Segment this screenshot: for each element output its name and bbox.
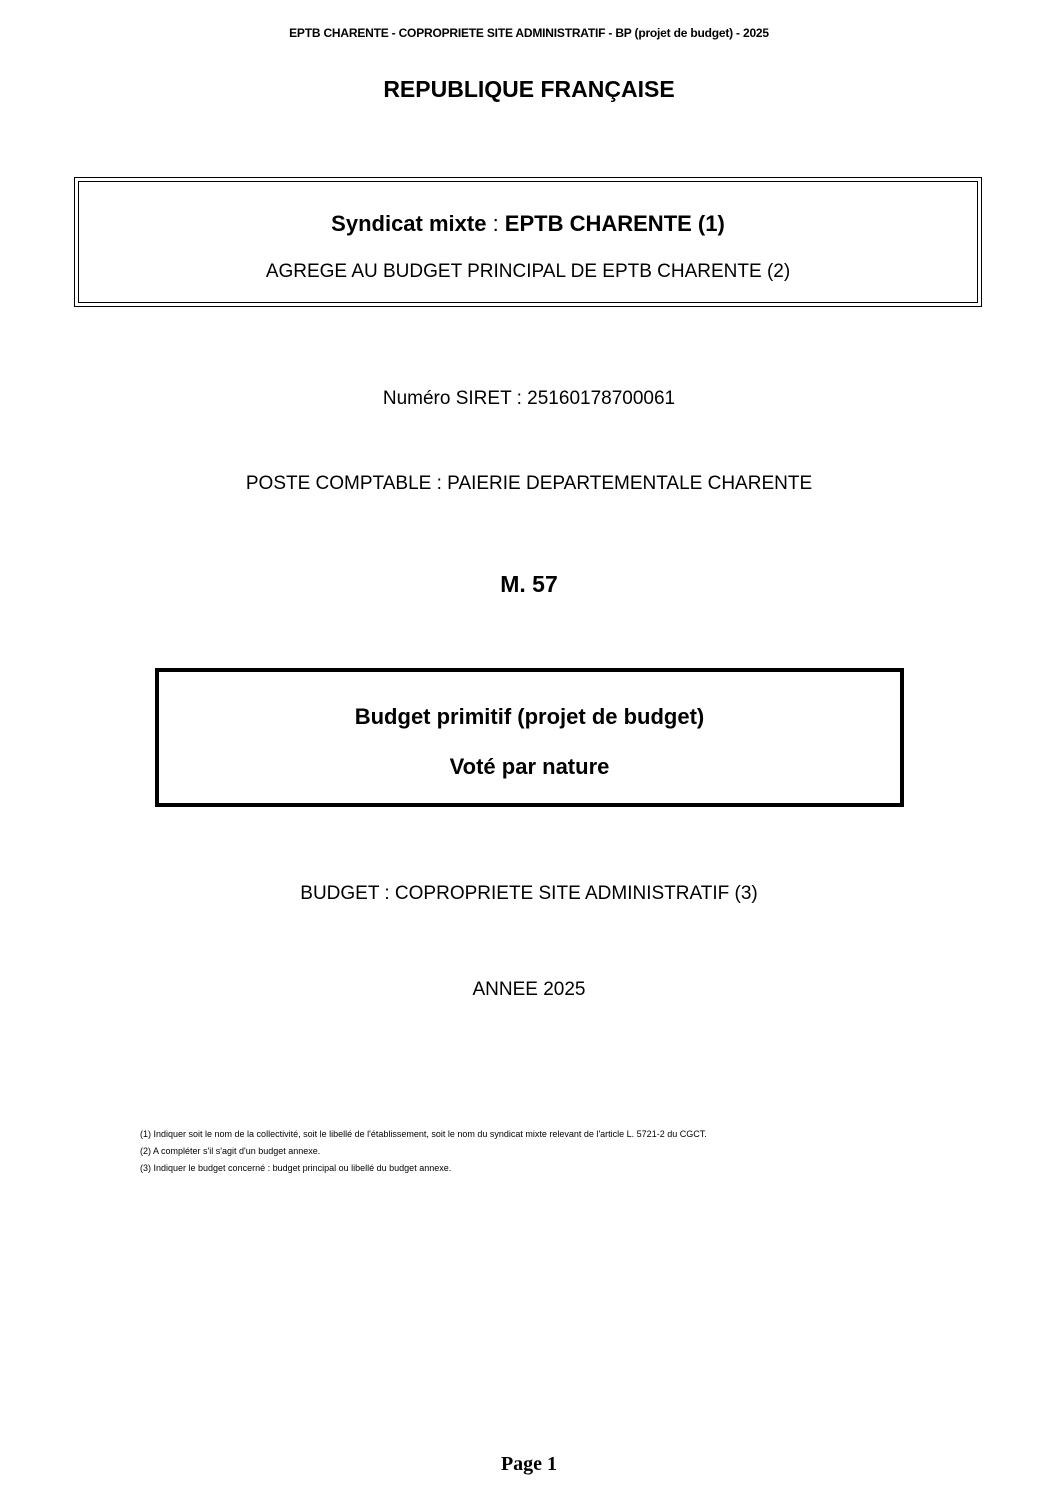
entity-separator: : (486, 211, 505, 236)
footnote-3: (3) Indiquer le budget concerné : budget principal ou libellé du budget annexe. (140, 1163, 452, 1173)
entity-type-label: Syndicat mixte (331, 211, 487, 236)
entity-name: EPTB CHARENTE (1) (504, 211, 725, 236)
budget-name: BUDGET : COPROPRIETE SITE ADMINISTRATIF (3) (300, 883, 758, 904)
footnotes (140, 1126, 707, 1177)
siret-number: Numéro SIRET : 25160178700061 (382, 388, 676, 409)
footnote-1: (1) Indiquer soit le nom de la collectivité, soit le libellé de l'établissement, soit le nom du syndicat mixte relevant de l'article L. 5721-2 du CGCT. (140, 1129, 707, 1139)
budget-box-vote: Voté par nature (449, 754, 610, 779)
nomenclature-label: M. 57 (500, 571, 558, 597)
budget-box (155, 668, 904, 807)
page-number: Page 1 (500, 1453, 558, 1475)
budget-year: ANNEE 2025 (472, 979, 586, 1000)
entity-box-inner (78, 181, 978, 303)
poste-comptable: POSTE COMPTABLE : PAIERIE DEPARTEMENTALE CHARENTE (245, 473, 813, 494)
entity-box (74, 177, 982, 307)
republic-heading: REPUBLIQUE FRANÇAISE (383, 76, 675, 102)
budget-box-title: Budget primitif (projet de budget) (354, 704, 705, 729)
entity-aggregation: AGREGE AU BUDGET PRINCIPAL DE EPTB CHARENTE (2) (265, 261, 791, 282)
footnote-2: (2) A compléter s'il s'agit d'un budget annexe. (140, 1146, 321, 1156)
running-header: EPTB CHARENTE - COPROPRIETE SITE ADMINISTRATIF - BP (projet de budget) - 2025 (289, 26, 769, 40)
entity-title (79, 211, 977, 237)
